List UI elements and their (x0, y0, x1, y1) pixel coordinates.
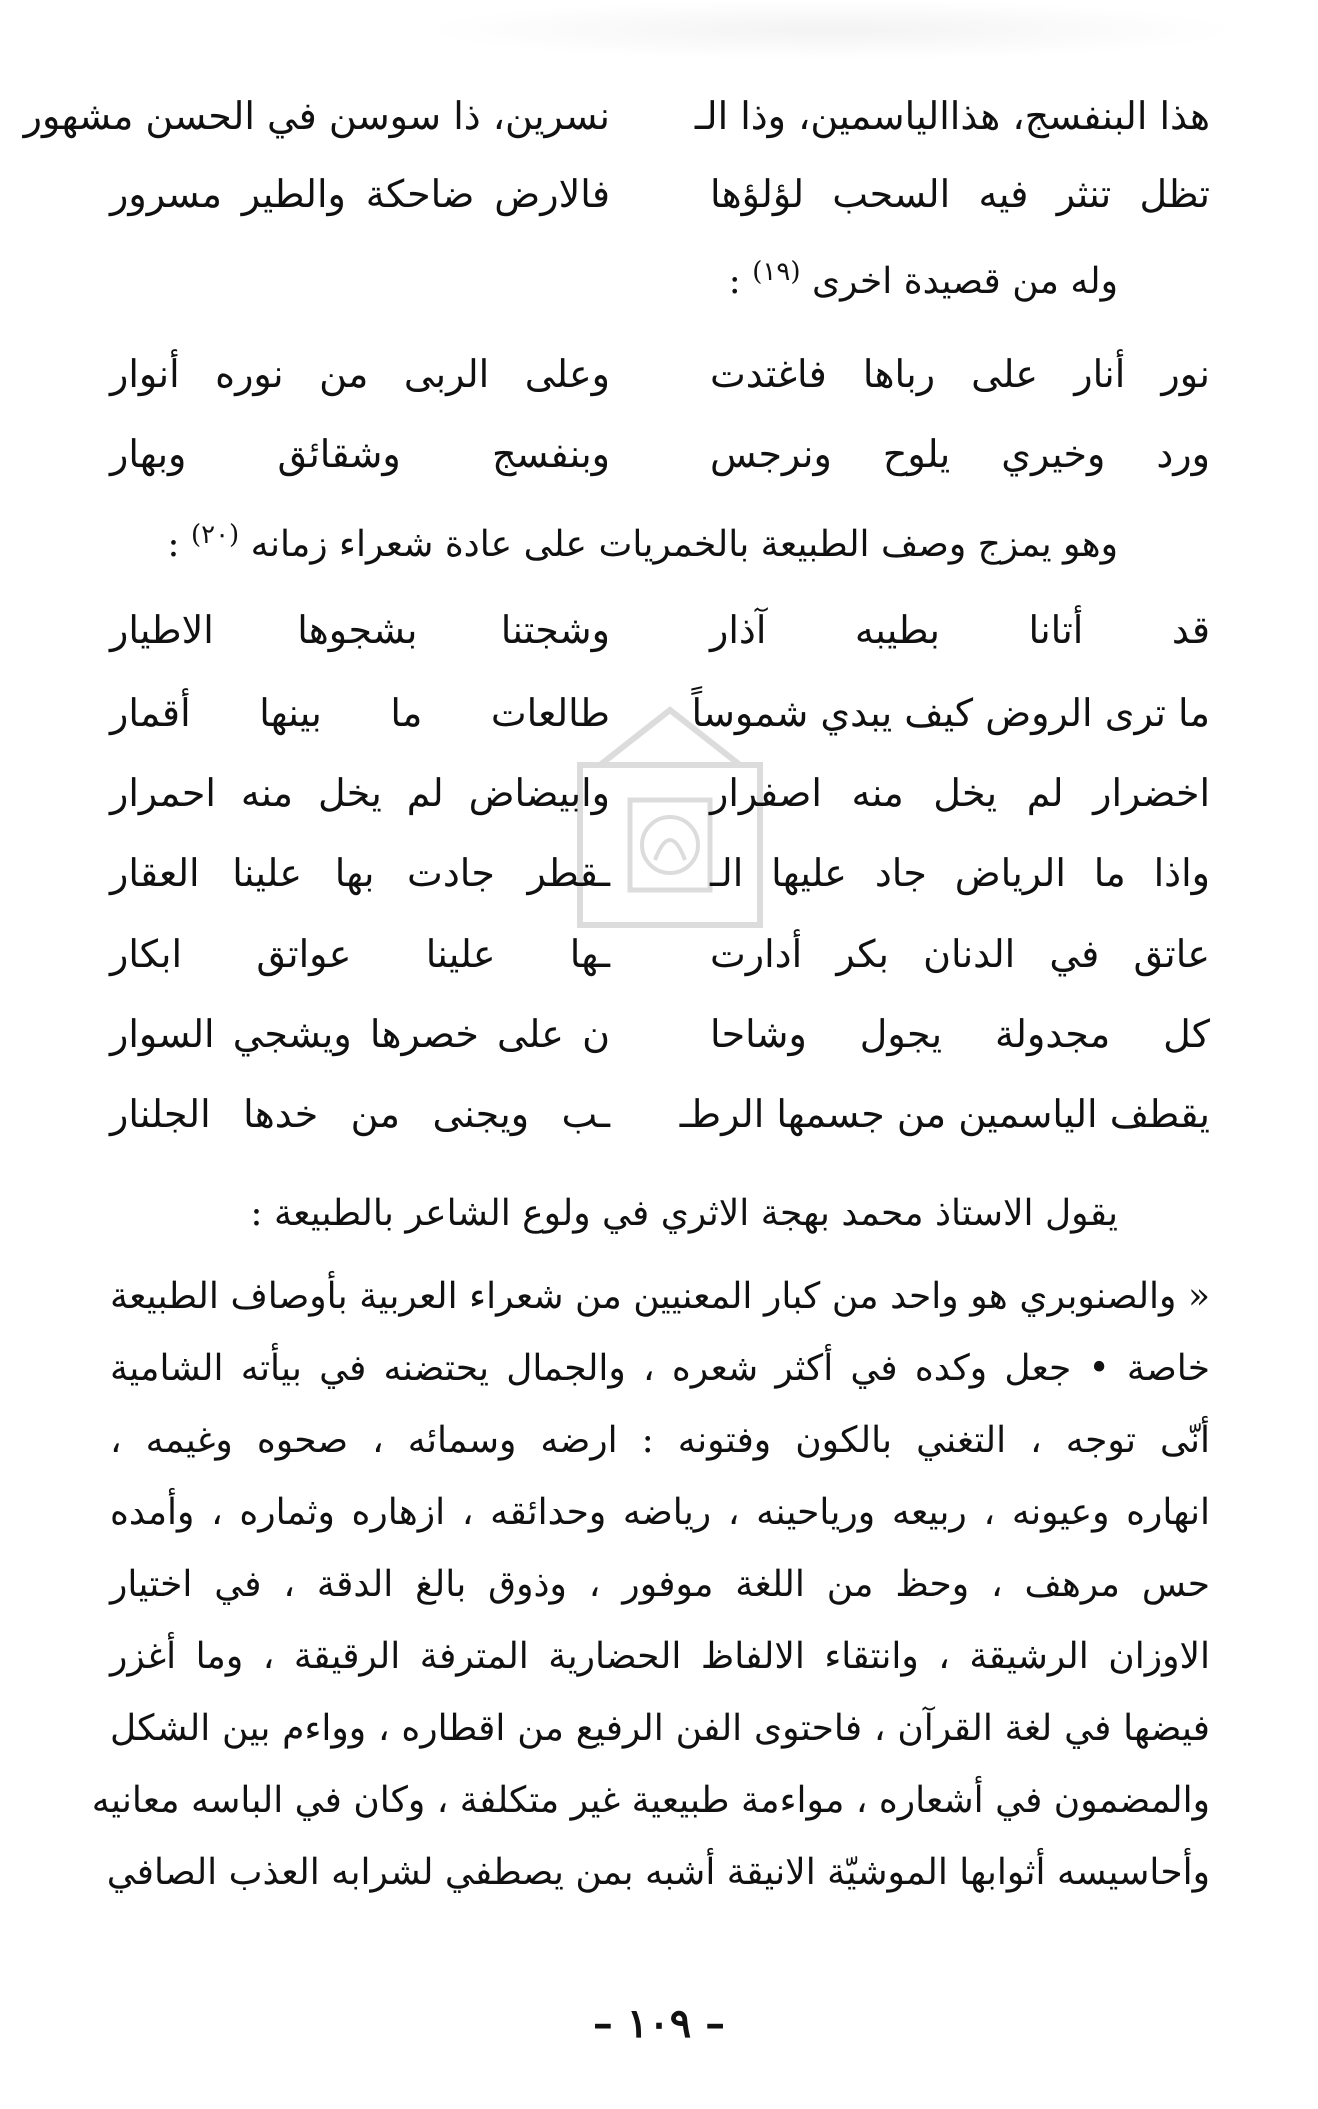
verse-row (110, 1004, 1210, 1064)
prose-intro-line: يقول الاستاذ محمد بهجة الاثري في ولوع الشاعر بالطبيعة : (250, 1193, 1118, 1234)
verse-row (110, 600, 1210, 660)
verse-row (110, 424, 1210, 484)
prose-line: الاوزان الرشيقة ، وانتقاء الالفاظ الحضارية المترفة الرقيقة ، وما أغزر (110, 1636, 1210, 1677)
verse-hemistich-right: نور أنار على رباها فاغتدت (710, 352, 1210, 396)
poem-intro-line (108, 252, 1118, 312)
verse-row (110, 1084, 1210, 1144)
verse-row (110, 683, 1210, 743)
verse-row (110, 763, 1210, 823)
scan-smudge (420, 0, 1240, 60)
intro-colon: : (728, 261, 741, 302)
verse-hemistich-right: يقطف الياسمين من جسمها الرطـ (679, 1092, 1210, 1136)
verse-row (23, 86, 1210, 146)
verse-row (110, 164, 1210, 224)
prose-line: والمضمون في أشعاره ، مواءمة طبيعية غير متكلفة ، وكان في الباسه معانيه (91, 1780, 1210, 1821)
prose-line: انهاره وعيونه ، ربيعه ورياحينه ، رياضه وحدائقه ، ازهاره وثماره ، وأمده (110, 1492, 1210, 1533)
verse-hemistich-left: وبنفسج وشقائق وبهار (110, 432, 610, 476)
verse-hemistich-right: واذا ما الرياض جاد عليها الـ (710, 851, 1210, 895)
verse-row (110, 924, 1210, 984)
prose-line: حس مرهف ، وحظ من اللغة موفور ، وذوق بالغ الدقة ، في اختيار (110, 1564, 1210, 1605)
verse-row (110, 344, 1210, 404)
prose-line: فيضها في لغة القرآن ، فاحتوى الفن الرفيع من اقطاره ، وواءم بين الشكل (110, 1708, 1210, 1749)
verse-hemistich-left: ـها علينا عواتق ابكار (110, 932, 610, 976)
verse-hemistich-left: وابيضاض لم يخل منه احمرار (110, 771, 610, 815)
footnote-marker: (١٩) (752, 257, 801, 287)
page-number: – ١٠٩ – (592, 2000, 726, 2047)
poem-intro-line (108, 515, 1118, 575)
prose-line: أنّى توجه ، التغني بالكون وفتونه : ارضه وسمائه ، صحوه وغيمه ، (110, 1420, 1210, 1461)
verse-hemistich-left: وشجتنا بشجوها الاطيار (110, 608, 610, 652)
verse-hemistich-left: ـب ويجنى من خدها الجلنار (110, 1092, 610, 1136)
verse-hemistich-right: قد أتانا بطيبه آذار (710, 608, 1210, 652)
verse-hemistich-right: كل مجدولة يجول وشاحا (710, 1012, 1210, 1056)
verse-hemistich-right: عاتق في الدنان بكر أدارت (710, 932, 1210, 976)
verse-hemistich-right: اخضرار لم يخل منه اصفرار (710, 771, 1210, 815)
poem-intro-text: وهو يمزج وصف الطبيعة بالخمريات على عادة شعراء زمانه (250, 524, 1118, 565)
verse-hemistich-left: فالارض ضاحكة والطير مسرور (110, 172, 610, 216)
poem-intro-text: وله من قصيدة اخرى (811, 261, 1118, 302)
verse-hemistich-right: ورد وخيري يلوح ونرجس (710, 432, 1210, 476)
verse-hemistich-left: وعلى الربى من نوره أنوار (110, 352, 610, 396)
verse-hemistich-right: هذا البنفسج، هذاالياسمين، وذا الـ (694, 94, 1210, 138)
verse-hemistich-left: طالعات ما بينها أقمار (110, 691, 610, 735)
intro-colon: : (167, 524, 180, 565)
verse-hemistich-left: ن على خصرها ويشجي السوار (110, 1012, 610, 1056)
prose-line: وأحاسيسه أثوابها الموشيّة الانيقة أشبه بمن يصطفي لشرابه العذب الصافي (106, 1852, 1210, 1893)
prose-line: « والصنوبري هو واحد من كبار المعنيين من شعراء العربية بأوصاف الطبيعة (110, 1276, 1210, 1317)
footnote-marker: (٢٠) (190, 520, 240, 550)
verse-hemistich-left: ـقطر جادت بها علينا العقار (110, 851, 610, 895)
verse-hemistich-left: نسرين، ذا سوسن في الحسن مشهور (23, 94, 610, 138)
prose-line: خاصة • جعل وكده في أكثر شعره ، والجمال يحتضنه في بيأته الشامية (110, 1348, 1210, 1389)
verse-row (110, 843, 1210, 903)
verse-hemistich-right: ما ترى الروض كيف يبدي شموساً (691, 691, 1210, 735)
verse-hemistich-right: تظل تنثر فيه السحب لؤلؤها (710, 172, 1210, 216)
